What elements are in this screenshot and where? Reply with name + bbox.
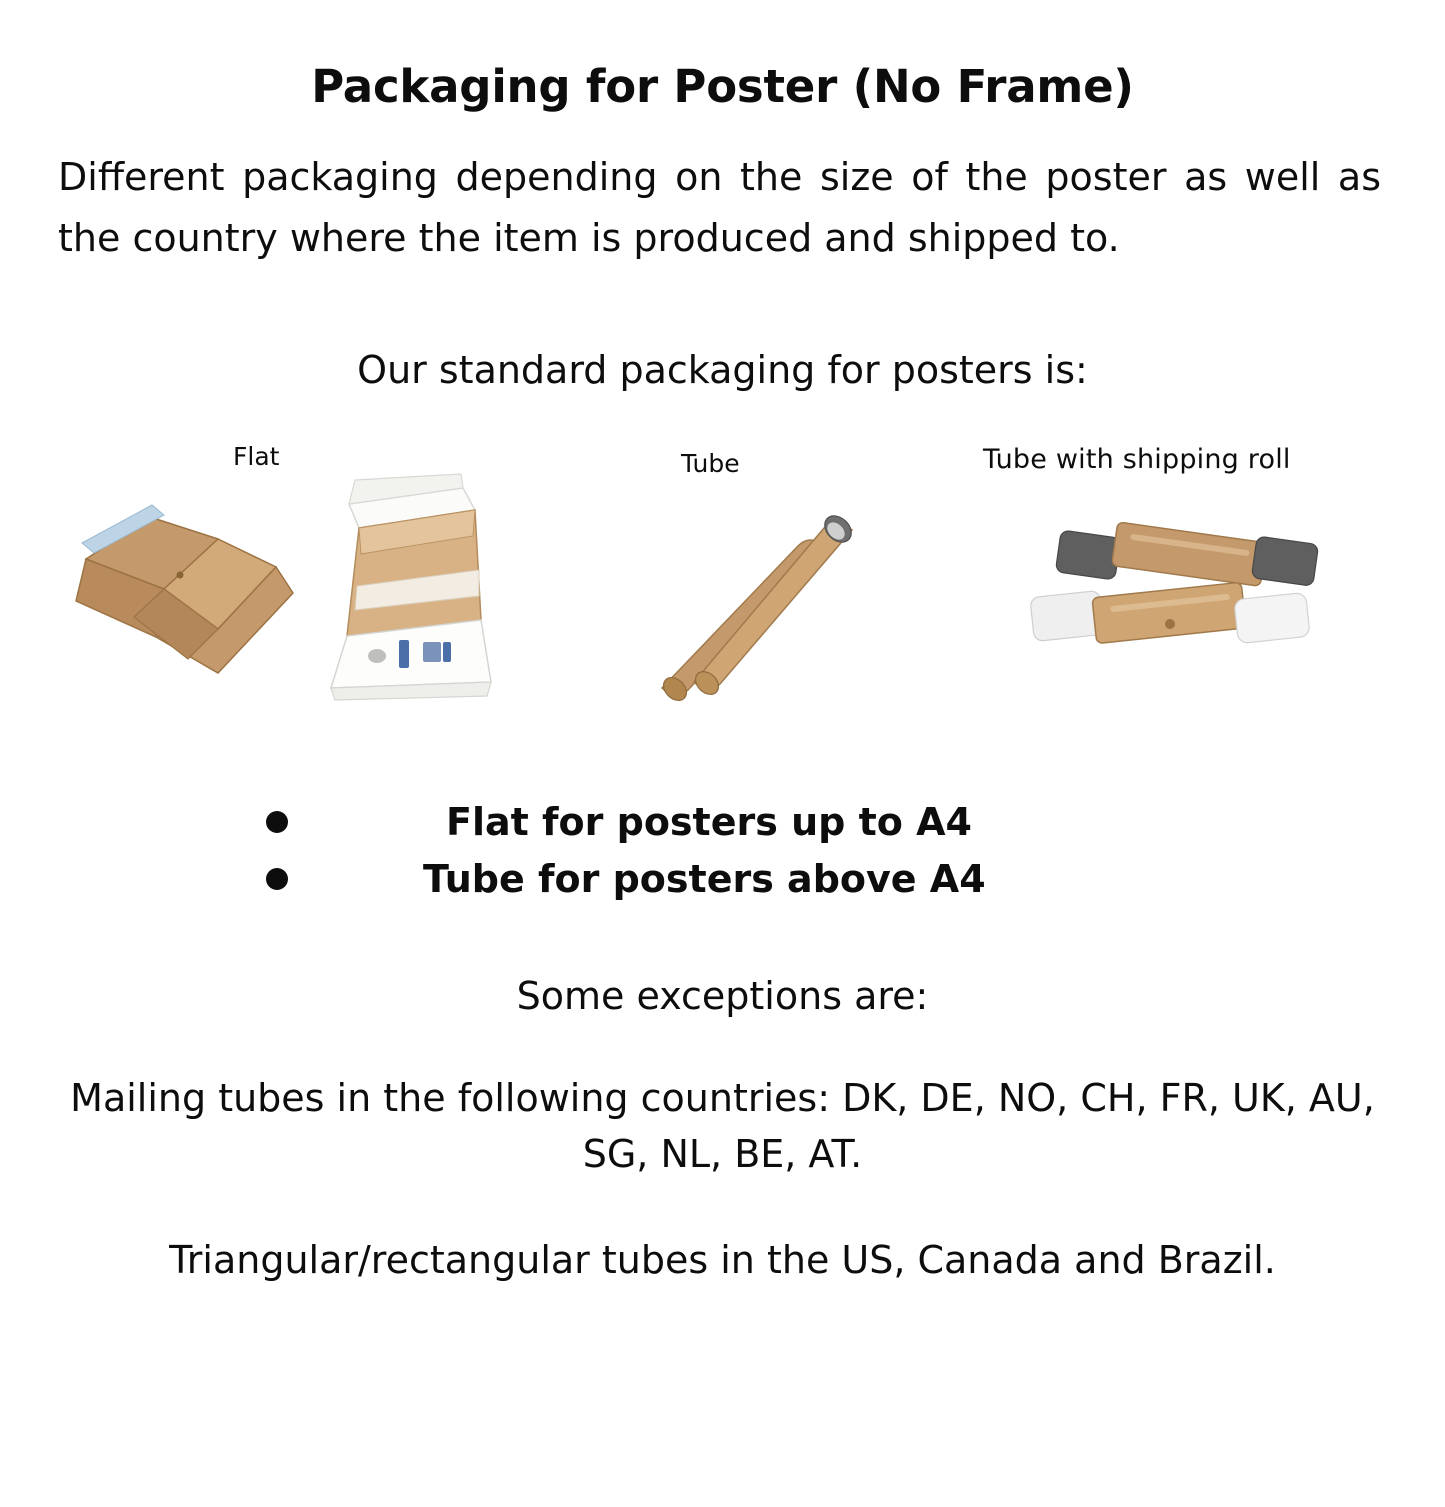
bullet-label: Flat for posters up to A4 <box>446 799 972 844</box>
list-item <box>58 794 1387 851</box>
mailing-tube-icon <box>628 492 868 712</box>
caption-flat: Flat <box>233 441 280 471</box>
exception-triangular-text: Triangular/rectangular tubes in the US, Canada and Brazil. <box>169 1238 1276 1283</box>
caption-tube-with-shipping-roll: Tube with shipping roll <box>983 443 1291 475</box>
flat-mailer-box-white-icon <box>303 470 523 705</box>
flat-mailer-box-icon <box>68 497 298 697</box>
document-page <box>0 62 1445 1507</box>
exception-countries-text: Mailing tubes in the following countries: DK, DE, NO, CH, FR, UK, AU, SG, NL, BE, AT. <box>70 1075 1375 1176</box>
illustration-row <box>58 442 1387 732</box>
exceptions-label: Some exceptions are: <box>516 973 929 1018</box>
caption-tube: Tube <box>681 448 740 478</box>
list-item <box>58 851 1387 908</box>
bullet-list <box>58 794 1387 908</box>
intro-paragraph: Different packaging depending on the size of the poster as well as the country where the item is produced and shipped to. <box>58 154 1381 261</box>
bullet-dot-icon <box>266 868 288 890</box>
standard-packaging-label: Our standard packaging for posters is: <box>357 347 1088 392</box>
page-title: Packaging for Poster (No Frame) <box>311 60 1134 113</box>
tube-with-shipping-roll-icon <box>1018 512 1348 692</box>
bullet-label: Tube for posters above A4 <box>423 856 986 901</box>
bullet-dot-icon <box>266 811 288 833</box>
